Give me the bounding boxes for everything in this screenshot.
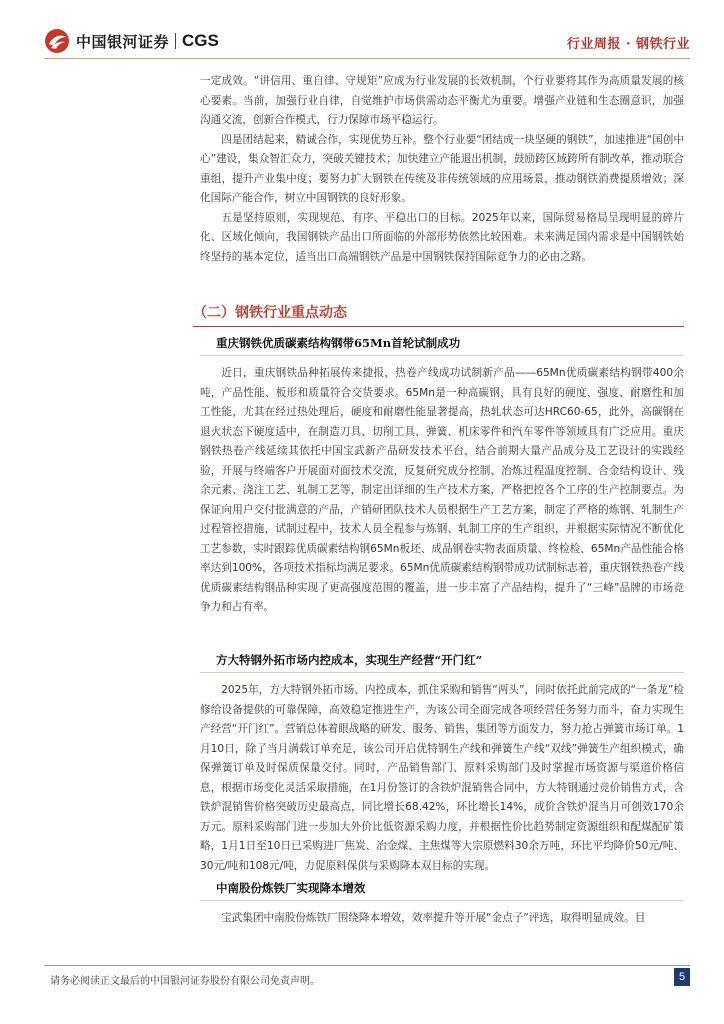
news-item	[200, 880, 684, 929]
brand-separator	[175, 33, 176, 49]
news-body: 近日，重庆钢铁品种拓展传来捷报，热卷产线成功试制新产品——65Mn优质碳素结构钢带400余吨，产品性能、板形和质量符合交货要求。65Mn是一种高碳钢，具有良好的硬度、强度、耐磨性和加工性能，尤其在经过热处理后，硬度和耐磨性能显著提高，热轧状态可达HRC60-65，此外，高碳钢在退火状态下硬度适中，在制造刀具、切削工具、弹簧、机床零件和汽车零件等领域具有广泛应用。重庆钢铁热卷产线延续其依托中国宝武新产品研发技术平台，结合前期大量产品成分及工艺设计的实践经验，开展与终端客户开展面对面技术交流，反复研究成分控制、冶炼过程温度控制、合金结构设计、残余元素、浇注工艺、轧制工艺等，制定出详细的生产技术方案，严格把控各个工序的生产控制要点。为保证向用户交付批满意的产品，产销研团队技术人员根据生产工艺方案，制定了严格的炼钢、轧制生产过程管控措施，试制过程中，技术人员全程参与炼钢、轧制工序的生产组织，并根据实际情况不断优化工艺参数，实时跟踪优质碳素结构钢65Mn板坯、成品钢卷实物表面质量、终检检、65Mn产品性能合格率达到100%，各项技术指标均满足要求。65Mn优质碳素结构钢带成功试制标志着，重庆钢铁热卷产线优质碳素结构钢品种实现了更高强度范围的覆盖，进一步丰富了产品结构，提升了“三峰”品牌的市场竞争力和占有率。	[200, 367, 684, 613]
body-paragraph: 一定成效。“讲信用、重自律、守规矩”应成为行业发展的长效机制，个行业要将其作为高质量发展的核心要素。当前，加强行业自律，自觉维护市场供需动态平衡尤为重要。增强产业链和生态圈意识，加强沟通交流，创新合作模式，行力保障市场平稳运行。	[200, 75, 684, 126]
page-header	[0, 0, 724, 58]
intro-paragraphs	[200, 72, 684, 267]
cgs-logo-icon	[44, 28, 70, 54]
news-title: 重庆钢铁优质碳素结构钢带65Mn首轮试制成功	[216, 336, 461, 350]
news-rule	[200, 355, 684, 356]
news-rule	[200, 900, 684, 901]
section-heading	[193, 302, 684, 327]
news-rule	[200, 672, 684, 673]
news-item	[200, 652, 684, 876]
brand-name-cn: 中国银河证券	[76, 32, 170, 51]
header-divider	[44, 58, 690, 59]
news-body: 宝武集团中南股份炼铁厂围绕降本增效，效率提升等开展“金点子”评选，取得明显成效。目	[221, 912, 646, 924]
brand-logo	[44, 28, 219, 54]
report-type: 行业周报 · 钢铁行业	[566, 37, 690, 52]
section-title: （二）钢铁行业重点动态	[193, 305, 347, 321]
brand-name-en: CGS	[182, 31, 219, 50]
body-paragraph: 五是坚持原则，实现规范、有序、平稳出口的目标。2025年以来，国际贸易格局呈现明显的碎片化、区域化倾向，我国钢铁产品出口所面临的外部形势依然比较困难。未来满足国内需求是中国钢铁始终坚持的基本定位，适当出口高端钢铁产品是中国钢铁保持国际竞争力的必由之路。	[200, 211, 684, 263]
news-title: 中南股份炼铁厂实现降本增效	[216, 881, 366, 895]
body-paragraph: 四是团结起来，精诚合作，实现优势互补。整个行业要“团结成一块坚硬的钢铁”，加速推进“国创中心”建设，集众智汇众力，突破关键技术；加快建立产能退出机制，鼓励跨区域跨所有制改革，推动联合重组，提升产业集中度；要努力扩大钢铁在传统及非传统领域的应用场景，推动钢铁消费提质增效；深化国际产能合作，树立中国钢铁的良好形象。	[200, 133, 684, 204]
page-number: 5	[674, 968, 690, 986]
footer-divider	[44, 965, 690, 966]
footer-disclaimer: 请务必阅读正文最后的中国银河证券股份有限公司免责声明。	[50, 976, 320, 987]
news-item	[200, 335, 684, 618]
news-body: 2025年，方大特钢外拓市场、内控成本，抓住采购和销售“两头”，同时依托此前完成的“一条龙”检修给设备提供的可靠保障，高效稳定推进生产，为该公司全面完成各项经营任务努力而斗，奋力实现生产经营“开门红”。营销总体着眼战略的研发、服务、销售，集团等方面发力，努力抢占弹簧市场订单。1月10日，除了当月满载订单充足，该公司开启优特钢生产线和弹簧生产线“双线”弹簧生产组织模式，确保弹簧订单及时保质保量交付。同时，产品销售部门、原料采购部门及时掌握市场资源与渠道价格信息，根据市场变化灵活采取措施，在1月份签订的含铁炉混销售合同中，方大特钢通过竞价销售方式，含铁炉混销售价格突破历史最高点，同比增长68.42%，环比增长14%，成价含铁炉混当月可创效170余万元。原料采购部门进一步加大外价比低资源采购力度，并根据性价比趋势制定资源组织和配煤配矿策略，1月1日至10日已采购进厂焦炭、冶金煤、主焦煤等大宗原燃料30余万吨，环比平均降价50元/吨、30元/吨和108元/吨，力促原料保供与采购降本双目标的实现。	[200, 684, 684, 872]
section-rule	[193, 326, 684, 327]
news-title: 方大特钢外拓市场内控成本，实现生产经营“开门红”	[216, 653, 483, 667]
